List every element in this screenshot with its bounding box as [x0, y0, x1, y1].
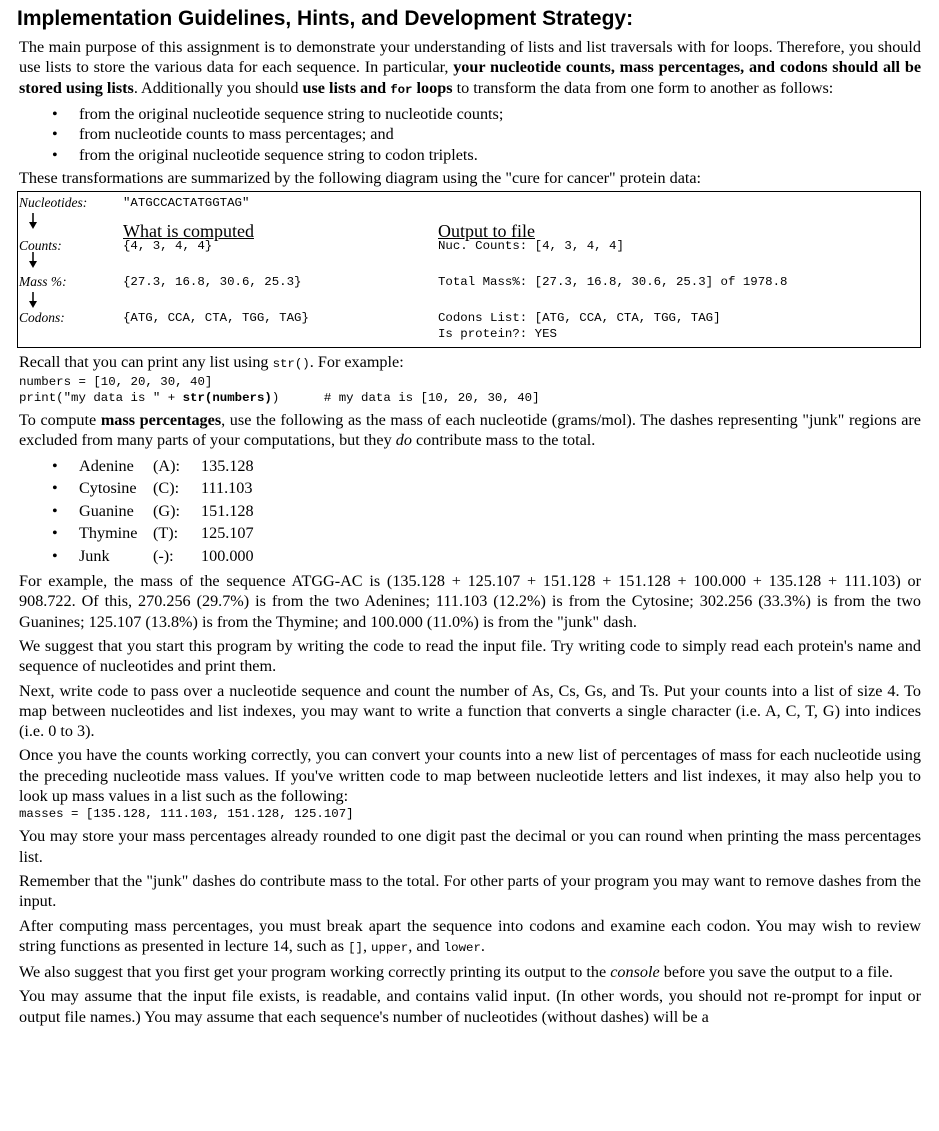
- codons-output: Codons List: [ATG, CCA, CTA, TGG, TAG]: [438, 310, 721, 325]
- nucleotide-mass-list: [19, 455, 921, 568]
- counts-label: Counts:: [19, 237, 62, 253]
- down-arrow-icon: [28, 213, 38, 229]
- nucleotides-label: Nucleotides:: [19, 194, 88, 210]
- rounding-paragraph: You may store your mass percentages already rounded to one digit past the decimal or you can round when printing the mass percentages list.: [19, 827, 921, 866]
- assume-paragraph: You may assume that the input file exists, is readable, and contains valid input. (In other words, you should not re-prompt for input or output file names.) You may assume that each sequence's number of nucleotides (without dashes) will be a: [19, 987, 921, 1026]
- down-arrow-icon: [28, 252, 38, 268]
- mass-output: Total Mass%: [27.3, 16.8, 30.6, 25.3] of 1978.8: [438, 274, 788, 289]
- list-item: • from the original nucleotide sequence string to codon triplets.: [52, 145, 478, 164]
- example-code-block: [19, 374, 921, 406]
- protein-output: Is protein?: YES: [438, 326, 557, 341]
- counts-value: {4, 3, 4, 4}: [123, 238, 213, 253]
- computed-header: What is computed: [123, 220, 254, 241]
- list-item: • Guanine (G): 151.128: [52, 501, 254, 520]
- list-item: • from nucleotide counts to mass percentages; and: [52, 125, 394, 144]
- section-title: Implementation Guidelines, Hints, and Development Strategy:: [17, 7, 634, 30]
- list-item: • Cytosine (C): 111.103: [52, 479, 253, 498]
- codons-value: {ATG, CCA, CTA, TGG, TAG}: [123, 310, 309, 325]
- transformation-diagram: [17, 191, 921, 348]
- next-count-paragraph: Next, write code to pass over a nucleotide sequence and count the number of As, Cs, Gs, and Ts. Put your counts into a list of size 4. To map between nucleotides and list indexes, you may want to write a function that converts a single character (i.e. A, C, T, G) into indices (i.e. 0 to 3).: [19, 681, 921, 741]
- code-line: numbers = [10, 20, 30, 40]: [19, 374, 213, 389]
- mass-label: Mass %:: [19, 273, 67, 289]
- junk-note-paragraph: Remember that the "junk" dashes do contribute mass to the total. For other parts of your program you may want to remove dashes from the input.: [19, 871, 921, 911]
- once-counts-paragraph: Once you have the counts working correctly, you can convert your counts into a new list of percentages of mass for each nucleotide using the preceding nucleotide mass values. If you've written code to map between nucleotide letters and list indexes, it may also help you to look up mass values in a list such as the following:: [19, 746, 921, 806]
- mass-value: {27.3, 16.8, 30.6, 25.3}: [123, 274, 302, 289]
- masses-code-line: masses = [135.128, 111.103, 151.128, 125.107]: [19, 807, 354, 822]
- list-item: • Adenine (A): 135.128: [52, 456, 254, 475]
- example-mass-paragraph: For example, the mass of the sequence ATGG-AC is (135.128 + 125.107 + 151.128 + 151.128 + 100.000 + 135.128 + 111.103) or 908.722. Of this, 270.256 (29.7%) is from the two Adenines; 111.103 (12.2%) is from the Cytosine; 302.256 (33.3%) is from the two Guanines; 125.107 (13.8%) is from the Thymine; and 100.000 (11.0%) is from the "junk" dash.: [19, 572, 921, 631]
- codons-label: Codons:: [19, 309, 65, 325]
- nucleotides-value: "ATGCCACTATGGTAG": [123, 195, 250, 210]
- code-line: print("my data is " + str(numbers)) # my data is [10, 20, 30, 40]: [19, 390, 540, 405]
- down-arrow-icon: [28, 292, 38, 308]
- counts-output: Nuc. Counts: [4, 3, 4, 4]: [438, 238, 624, 253]
- output-header: Output to file: [438, 220, 535, 241]
- codons-paragraph: After computing mass percentages, you must break apart the sequence into codons and examine each codon. You may wish to review string functions as presented in lecture 14, such as [], upper, and lower.: [19, 916, 921, 955]
- console-paragraph: We also suggest that you first get your program working correctly printing its output to the console before you save the output to a file.: [19, 963, 893, 982]
- suggest-start-paragraph: We suggest that you start this program by writing the code to read the input file. Try writing code to simply read each protein's name and sequence of nucleotides and print them.: [19, 636, 921, 676]
- document-page: [19, 6, 921, 1031]
- diagram-intro: These transformations are summarized by the following diagram using the "cure for cancer" protein data:: [19, 169, 702, 188]
- transform-list: [19, 104, 921, 166]
- list-item: • Junk (-): 100.000: [52, 546, 254, 565]
- intro-paragraph: The main purpose of this assignment is to demonstrate your understanding of lists and list traversals with for loops. Therefore, you should use lists to store the various data for each sequence. In particular, your nucleotide counts, mass percentages, and codons should all be stored using lists. Additionally you should use lists and for loops to transform the data from one form to another as follows:: [19, 38, 922, 97]
- list-item: • Thymine (T): 125.107: [52, 524, 254, 543]
- recall-paragraph: Recall that you can print any list using str(). For example:: [19, 352, 404, 371]
- mass-intro-paragraph: To compute mass percentages, use the following as the mass of each nucleotide (grams/mol). The dashes representing "junk" regions are excluded from many parts of your computations, but they do contribute mass to the total.: [19, 410, 921, 450]
- list-item: • from the original nucleotide sequence string to nucleotide counts;: [52, 104, 504, 123]
